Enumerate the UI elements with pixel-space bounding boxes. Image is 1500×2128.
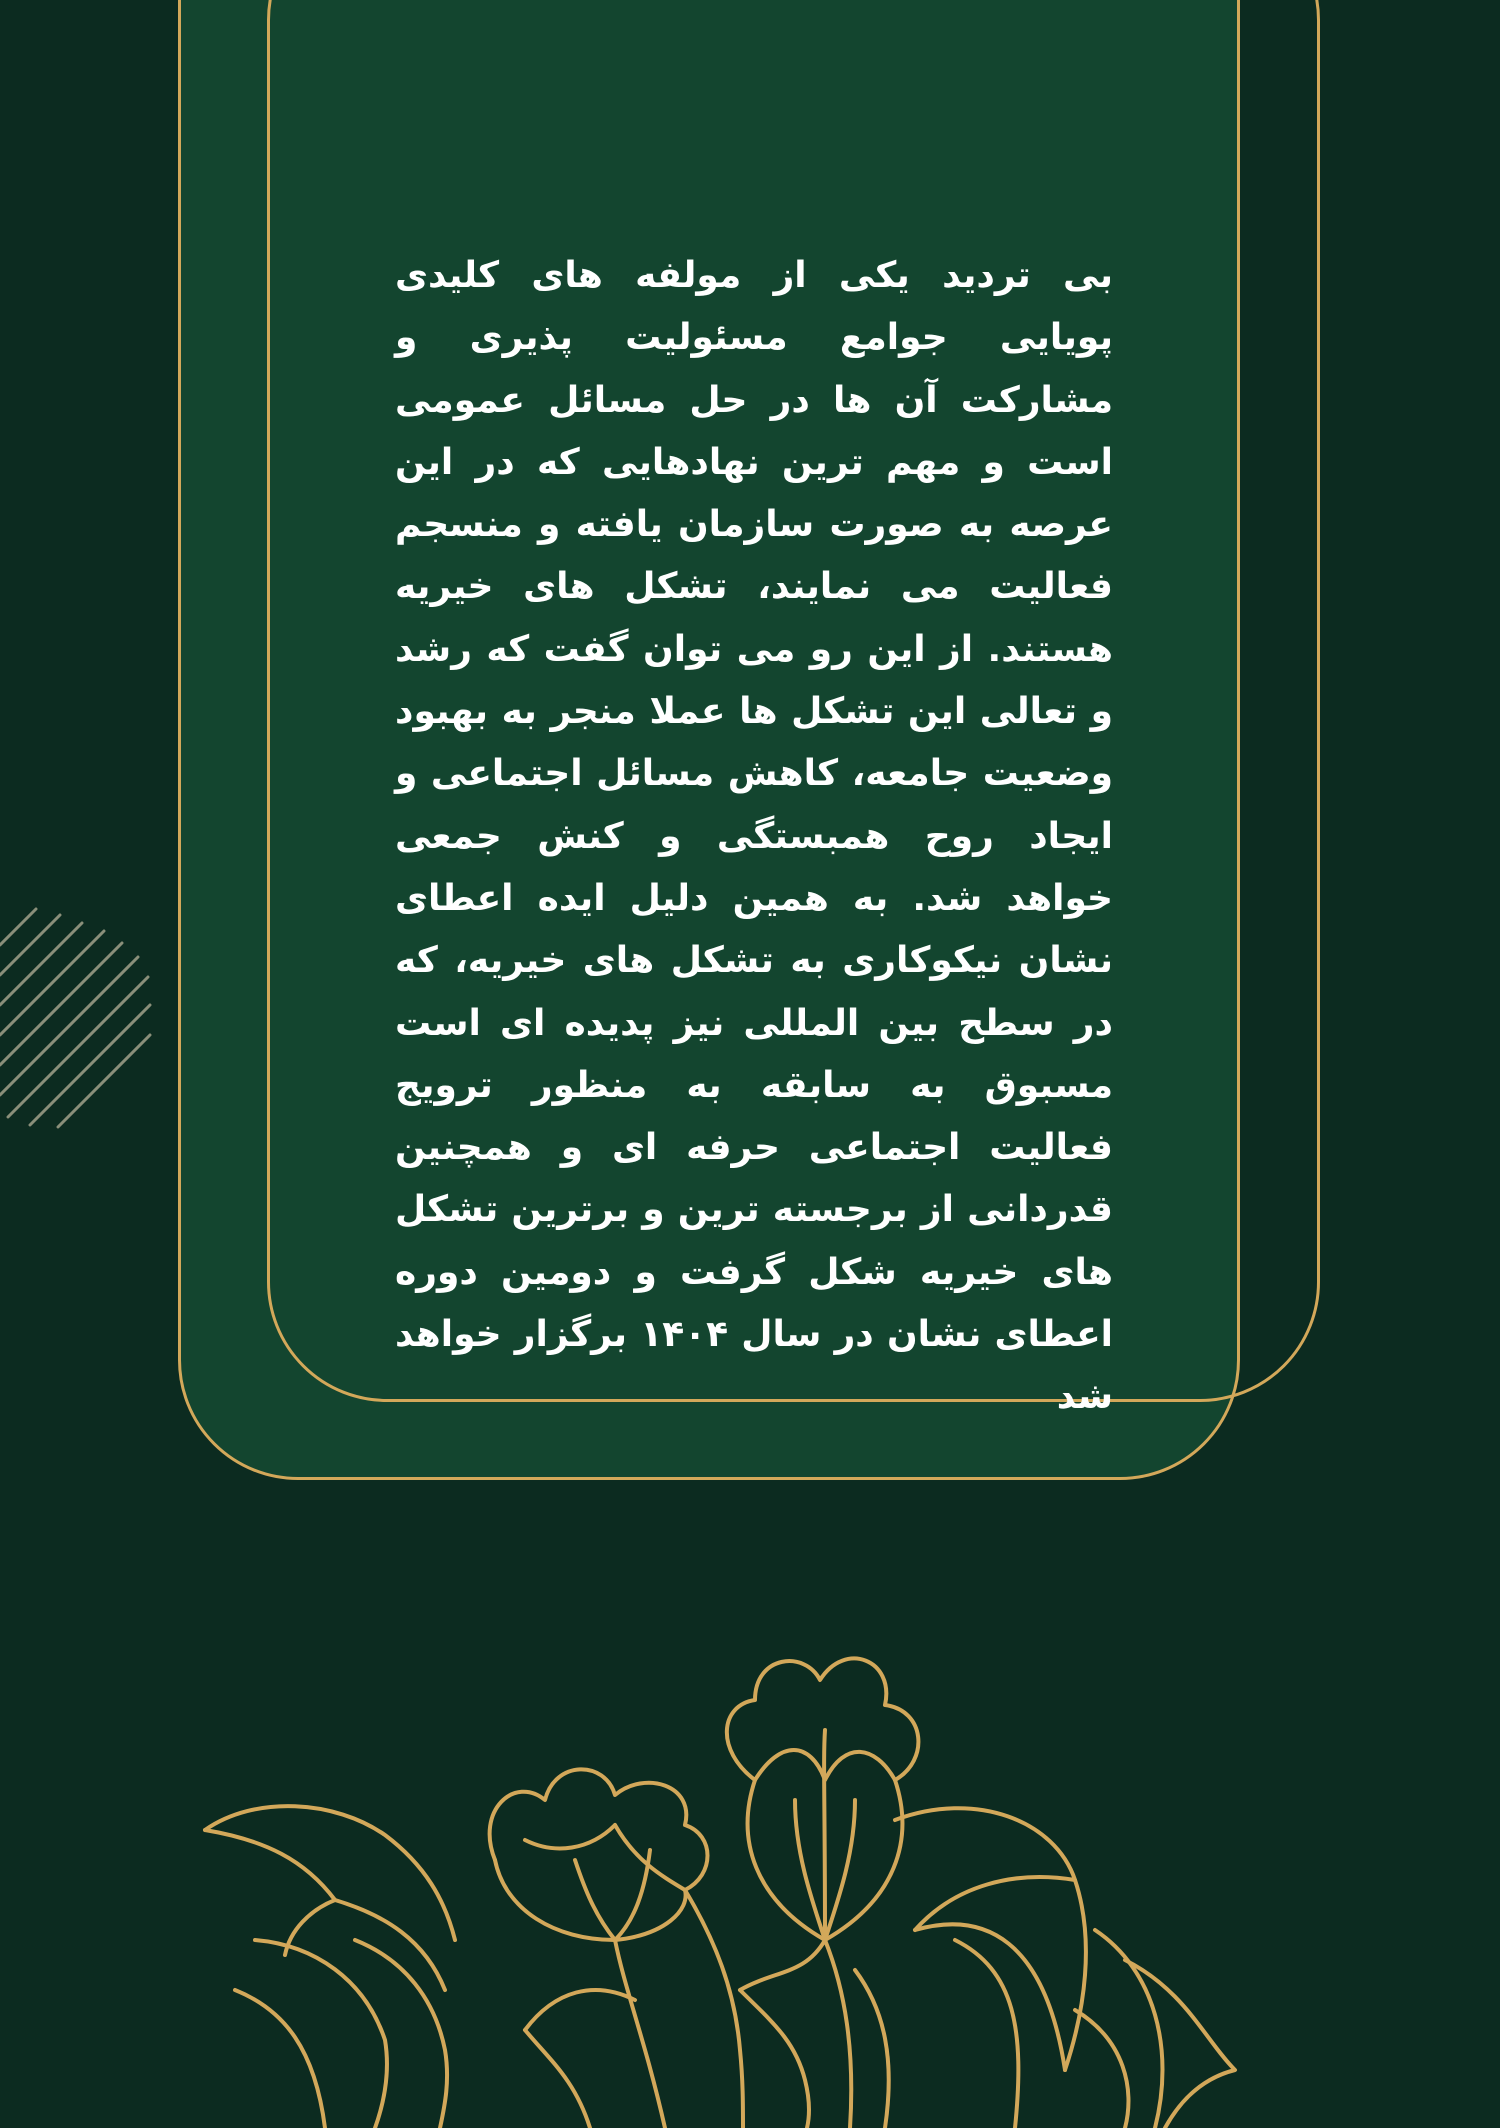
body-paragraph: بی تردید یکی از مولفه های کلیدی پویایی جوامع مسئولیت پذیری و مشارکت آن ها در حل مسائل عمومی است و مهم ترین نهادهایی که در این عرصه به صورت سازمان یافته و منسجم فعالیت می نمایند، تشکل های خیریه هستند. از این رو می توان گفت که رشد و تعالی این تشکل ها عملا منجر به بهبود وضعیت جامعه، کاهش مسائل اجتماعی و ایجاد روح همبستگی و کنش جمعی خواهد شد. به همین دلیل ایده اعطای نشان نیکوکاری به تشکل های خیریه، که در سطح بین المللی نیز پدیده ای است مسبوق به سابقه به منظور ترویج فعالیت اجتماعی حرفه ای و همچنین قدردانی از برجسته ترین و برترین تشکل های خیریه شکل گرفت و دومین دوره اعطای نشان در سال ۱۴۰۴ برگزار خواهد شد: [395, 255, 1113, 1418]
diagonal-stripes-left: [0, 905, 155, 1135]
floral-ornament: [195, 1610, 1315, 2128]
